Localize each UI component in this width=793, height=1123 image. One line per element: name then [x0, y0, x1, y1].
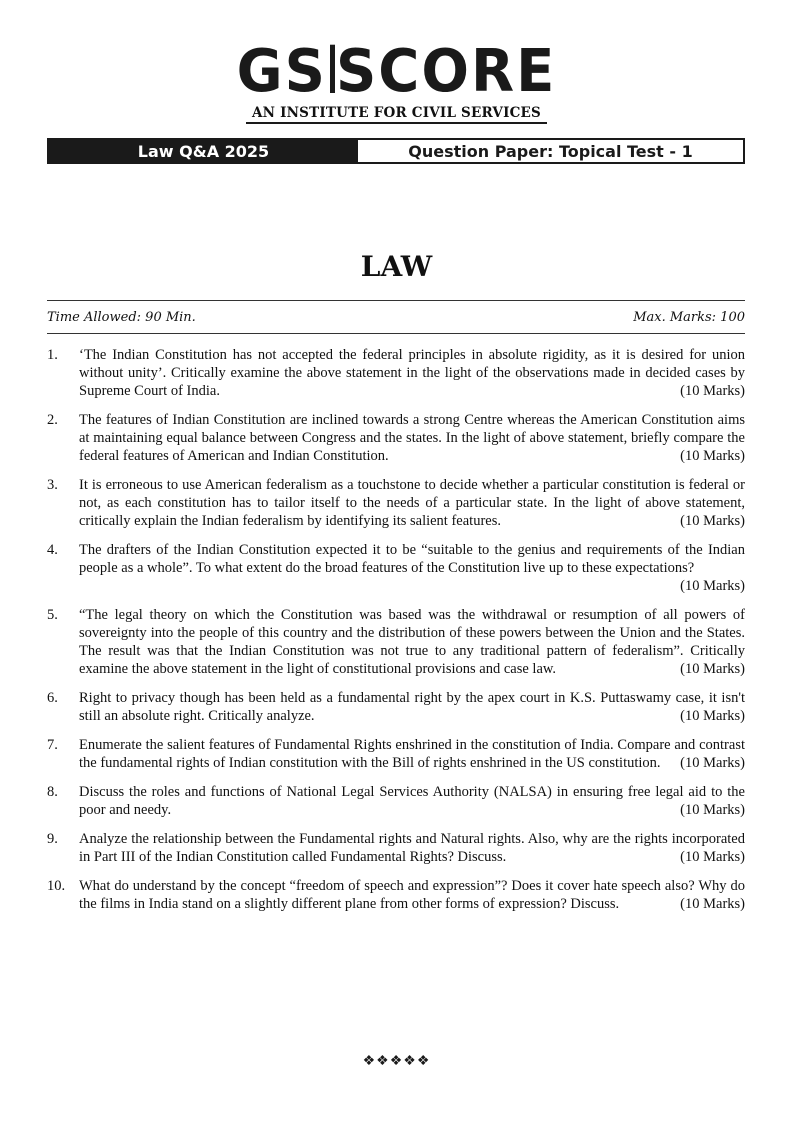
question-body [79, 541, 745, 595]
logo-gs: GS [236, 37, 327, 106]
question-body [79, 411, 745, 465]
question-list [47, 346, 745, 924]
question-item [47, 830, 745, 866]
question-body [79, 346, 745, 400]
question-body [79, 877, 745, 913]
question-text: ‘The Indian Constitution has not accepted the federal principles in absolute rigidity, as it is desired for union without unity’. Critically examine the above statement in the light of the observations made in decided cases by Supreme Court of India. [79, 347, 745, 399]
question-item [47, 877, 745, 913]
question-item [47, 346, 745, 400]
question-number: 4. [47, 542, 58, 558]
page-title: LAW [360, 250, 433, 283]
question-text: What do understand by the concept “freedom of speech and expression”? Does it cover hate speech also? Why do the films in India stand on a slightly different plane from other forms of expression? Discuss. [79, 878, 745, 912]
logo-tagline: AN INSTITUTE FOR CIVIL SERVICES [246, 105, 547, 124]
question-marks: (10 Marks) [680, 578, 745, 594]
question-body [79, 689, 745, 725]
question-marks: (10 Marks) [680, 755, 745, 771]
question-body [79, 783, 745, 819]
question-text: “The legal theory on which the Constitution was based was the withdrawal or resumption of all powers of sovereignty into the people of this country and the distribution of these powers between the Union and the States. The result was that the Indian Constitution was not true to any traditional pattern of federalism”. Critically examine the above statement in the light of constitutional provisions and case law. [79, 607, 745, 677]
question-body [79, 606, 745, 678]
question-body [79, 736, 745, 772]
max-marks: Max. Marks: 100 [633, 309, 745, 325]
question-text: The drafters of the Indian Constitution expected it to be “suitable to the genius and requirements of the Indian people as a whole”. To what extent do the broad features of the Constitution live up to these expectations? [79, 542, 745, 576]
question-number: 3. [47, 477, 58, 493]
question-item [47, 411, 745, 465]
question-item [47, 476, 745, 530]
question-item [47, 689, 745, 725]
question-number: 6. [47, 690, 58, 706]
banner-paper: Question Paper: Topical Test - 1 [358, 140, 743, 162]
question-body [79, 830, 745, 866]
question-number: 7. [47, 737, 58, 753]
question-number: 10. [47, 878, 66, 894]
question-number: 9. [47, 831, 58, 847]
question-number: 5. [47, 607, 58, 623]
question-marks: (10 Marks) [680, 896, 745, 912]
question-marks: (10 Marks) [680, 513, 745, 529]
question-item [47, 541, 745, 595]
question-text: It is erroneous to use American federalism as a touchstone to decide whether a particular constitution is federal or not, as each constitution has to tailor itself to the needs of a particular state. In the light of above statement, critically explain the Indian federalism by identifying its salient features. [79, 477, 745, 529]
question-text: Discuss the roles and functions of National Legal Services Authority (NALSA) in ensuring free legal aid to the poor and needy. [79, 784, 745, 818]
header-banner [47, 138, 745, 164]
time-allowed: Time Allowed: 90 Min. [47, 309, 196, 325]
question-number: 8. [47, 784, 58, 800]
logo-score: SCORE [335, 37, 557, 106]
question-marks: (10 Marks) [680, 849, 745, 865]
question-item [47, 606, 745, 678]
question-marks: (10 Marks) [680, 448, 745, 464]
question-body [79, 476, 745, 530]
question-marks: (10 Marks) [680, 661, 745, 677]
banner-course: Law Q&A 2025 [49, 140, 358, 162]
question-number: 1. [47, 347, 58, 363]
logo [0, 37, 793, 124]
question-text: The features of Indian Constitution are inclined towards a strong Centre whereas the American Constitution aims at maintaining equal balance between Congress and the states. In the light of above statement, briefly compare the federal features of American and Indian Constitution. [79, 412, 745, 464]
question-item [47, 736, 745, 772]
question-marks: (10 Marks) [680, 708, 745, 724]
paper-meta [47, 300, 745, 334]
logo-divider [330, 45, 335, 93]
question-text: Right to privacy though has been held as a fundamental right by the apex court in K.S. Puttaswamy case, it isn't still an absolute right. Critically analyze. [79, 690, 745, 724]
question-text: Analyze the relationship between the Fundamental rights and Natural rights. Also, why are the rights incorporated in Part III of the Indian Constitution called Fundamental Rights? Discuss. [79, 831, 745, 865]
question-marks: (10 Marks) [680, 383, 745, 399]
question-text: Enumerate the salient features of Fundamental Rights enshrined in the constitution of India. Compare and contrast the fundamental rights of Indian constitution with the Bill of rights enshrined in the US constitution. [79, 737, 745, 771]
question-number: 2. [47, 412, 58, 428]
footer-ornament: ❖❖❖❖❖ [362, 1053, 431, 1069]
logo-wordmark [0, 37, 793, 106]
question-marks: (10 Marks) [680, 802, 745, 818]
question-item [47, 783, 745, 819]
